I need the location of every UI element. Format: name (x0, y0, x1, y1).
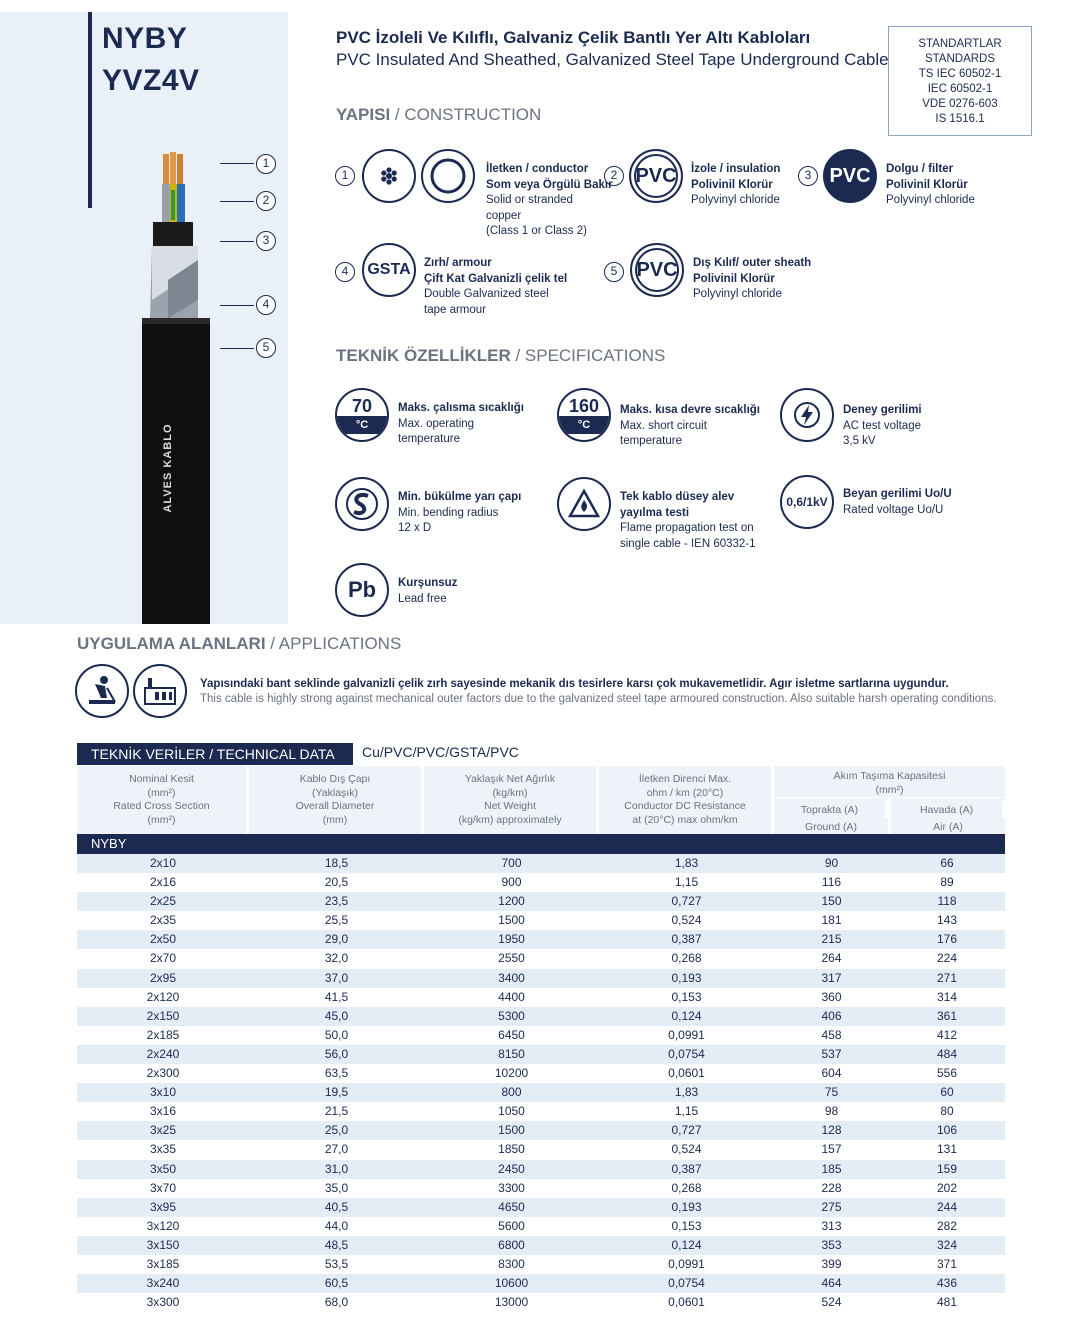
table-cell: 0,0754 (599, 1274, 774, 1293)
column-header-current-capacity: Akım Taşıma Kapasitesi (mm²) Toprakta (A) Ground (A) Havada (A) Air (A) (774, 766, 1005, 834)
construction-worker-icon (75, 664, 129, 718)
table-cell: 23,5 (249, 892, 424, 911)
table-cell: 0,268 (599, 1179, 774, 1198)
table-cell: 32,0 (249, 949, 424, 968)
table-cell: 0,153 (599, 988, 774, 1007)
table-cell: 6800 (424, 1236, 599, 1255)
table-cell: 5300 (424, 1007, 599, 1026)
industrial-building-icon (133, 664, 187, 718)
spec-short-circuit-temperature: Maks. kısa devre sıcaklığı Max. short circuit temperature (620, 404, 761, 447)
table-cell: 0,153 (599, 1217, 774, 1236)
table-cell: 224 (889, 949, 1005, 968)
table-cell: 1,83 (599, 1083, 774, 1102)
table-cell: 3x70 (77, 1179, 249, 1198)
table-cell: 1,15 (599, 1102, 774, 1121)
table-cell: 360 (774, 988, 889, 1007)
table-cell: 131 (889, 1140, 1005, 1159)
construction-item-2-text: İzole / insulation Polivinil Klorür Polyvinyl chloride (691, 163, 781, 206)
table-cell: 215 (774, 930, 889, 949)
table-cell: 244 (889, 1198, 1005, 1217)
callout-1: 1 (256, 154, 276, 174)
table-cell: 106 (889, 1121, 1005, 1140)
construction-item-4-text: Zırh/ armour Çift Kat Galvanizli çelik tel Double Galvanized steel tape armour (424, 257, 568, 316)
table-cell: 0,0991 (599, 1255, 774, 1274)
construction-num-5: 5 (604, 262, 624, 282)
table-cell: 118 (889, 892, 1005, 911)
table-cell: 458 (774, 1026, 889, 1045)
construction-item-1-text: İletken / conductor Som veya Örgülü Bakır Solid or stranded copper (Class 1 or Class 2) (486, 163, 613, 237)
construction-heading: YAPISI / CONSTRUCTION (336, 105, 542, 124)
table-row (77, 930, 1005, 949)
table-cell: 800 (424, 1083, 599, 1102)
applications-text-turkish: Yapısındaki bant seklinde galvanizli çelik zırh sayesinde mekanik dıs tesirlere karsı çok mukavemetlidir. Agır isletme sartlarına uygundur. (200, 678, 949, 690)
short-circuit-temperature-icon: 160 °C (557, 388, 611, 442)
table-cell: 406 (774, 1007, 889, 1026)
table-row (77, 1045, 1005, 1064)
table-cell: 1050 (424, 1102, 599, 1121)
column-header-resistance: İletken Direnci Max. ohm / km (20°C) Conductor DC Resistance at (20°C) max ohm/km (599, 766, 774, 834)
table-cell: 5600 (424, 1217, 599, 1236)
technical-data-header: TEKNİK VERİLER / TECHNICAL DATA (77, 743, 353, 765)
table-cell: 1,15 (599, 873, 774, 892)
table-cell: 317 (774, 969, 889, 988)
title-turkish: PVC İzoleli Ve Kılıflı, Galvaniz Çelik Bantlı Yer Altı Kabloları (336, 28, 811, 47)
table-row (77, 988, 1005, 1007)
table-cell: 264 (774, 949, 889, 968)
table-cell: 1200 (424, 892, 599, 911)
table-cell: 2x35 (77, 911, 249, 930)
table-cell: 202 (889, 1179, 1005, 1198)
standard-item: IEC 60502-1 (927, 83, 993, 95)
copper-tip-3 (177, 154, 183, 186)
table-cell: 1950 (424, 930, 599, 949)
table-cell: 3x35 (77, 1140, 249, 1159)
table-row (77, 1236, 1005, 1255)
gsta-armour-icon: GSTA (362, 243, 416, 297)
table-cell: 25,0 (249, 1121, 424, 1140)
table-cell: 3x95 (77, 1198, 249, 1217)
table-cell: 0,0601 (599, 1064, 774, 1083)
table-cell: 4400 (424, 988, 599, 1007)
table-cell: 75 (774, 1083, 889, 1102)
table-cell: 40,5 (249, 1198, 424, 1217)
table-group-nyby: NYBY (77, 834, 1005, 854)
spec-lead-free: Kurşunsuz Lead free (398, 577, 458, 605)
table-row (77, 911, 1005, 930)
construction-num-4: 4 (335, 262, 355, 282)
model-name-yvz4v: YVZ4V (102, 64, 200, 97)
lightning-voltage-icon (780, 388, 834, 442)
bending-radius-icon (335, 477, 389, 531)
table-cell: 399 (774, 1255, 889, 1274)
table-cell: 1500 (424, 911, 599, 930)
table-cell: 25,5 (249, 911, 424, 930)
applications-text-english: This cable is highly strong against mechanical outer factors due to the galvanized steel tape armoured construction. Also suitable harsh operating conditions. (200, 693, 997, 705)
applications-heading: UYGULAMA ALANLARI / APPLICATIONS (77, 634, 402, 653)
table-cell: 159 (889, 1160, 1005, 1179)
table-row (77, 873, 1005, 892)
standard-item: IS 1516.1 (935, 113, 985, 125)
table-cell: 4650 (424, 1198, 599, 1217)
core-grey (162, 184, 170, 224)
table-cell: 53,5 (249, 1255, 424, 1274)
core-blue (177, 184, 185, 224)
table-cell: 2x25 (77, 892, 249, 911)
table-cell: 313 (774, 1217, 889, 1236)
table-cell: 556 (889, 1064, 1005, 1083)
table-cell: 537 (774, 1045, 889, 1064)
table-cell: 2x50 (77, 930, 249, 949)
table-cell: 48,5 (249, 1236, 424, 1255)
table-cell: 0,193 (599, 1198, 774, 1217)
title-english: PVC Insulated And Sheathed, Galvanized Steel Tape Underground Cable (336, 50, 889, 69)
table-cell: 10600 (424, 1274, 599, 1293)
callout-4: 4 (256, 295, 276, 315)
table-cell: 481 (889, 1293, 1005, 1312)
table-cell: 484 (889, 1045, 1005, 1064)
table-cell: 13000 (424, 1293, 599, 1312)
table-cell: 0,387 (599, 930, 774, 949)
table-cell: 8300 (424, 1255, 599, 1274)
table-cell: 50,0 (249, 1026, 424, 1045)
table-row (77, 1217, 1005, 1236)
construction-num-3: 3 (798, 166, 818, 186)
table-cell: 31,0 (249, 1160, 424, 1179)
column-header-diameter: Kablo Dış Çapı (Yaklaşık) Overall Diameter (mm) (249, 766, 424, 834)
table-row (77, 1064, 1005, 1083)
table-cell: 41,5 (249, 988, 424, 1007)
standards-heading-en: STANDARDS (924, 53, 996, 65)
table-cell: 3x185 (77, 1255, 249, 1274)
table-cell: 353 (774, 1236, 889, 1255)
table-cell: 0,124 (599, 1236, 774, 1255)
cable-construction-code: Cu/PVC/PVC/GSTA/PVC (362, 744, 519, 760)
construction-item-5-text: Dış Kılıf/ outer sheath Polivinil Klorür Polyvinyl chloride (693, 257, 812, 300)
table-cell: 143 (889, 911, 1005, 930)
table-cell: 128 (774, 1121, 889, 1140)
column-header-weight: Yaklaşık Net Ağırlık (kg/km) Net Weight (kg/km) approximately (424, 766, 599, 834)
table-cell: 2x120 (77, 988, 249, 1007)
table-cell: 3300 (424, 1179, 599, 1198)
table-row (77, 1255, 1005, 1274)
table-cell: 35,0 (249, 1179, 424, 1198)
table-cell: 0,268 (599, 949, 774, 968)
table-cell: 0,727 (599, 892, 774, 911)
table-cell: 20,5 (249, 873, 424, 892)
column-header-air: Havada (A) Air (A) (891, 798, 1005, 834)
table-cell: 157 (774, 1140, 889, 1159)
table-cell: 1500 (424, 1121, 599, 1140)
table-cell: 37,0 (249, 969, 424, 988)
table-cell: 436 (889, 1274, 1005, 1293)
construction-num-2: 2 (604, 166, 624, 186)
table-cell: 271 (889, 969, 1005, 988)
title-accent-bar (88, 12, 92, 208)
model-name-nyby: NYBY (102, 22, 188, 55)
table-cell: 8150 (424, 1045, 599, 1064)
table-row (77, 1007, 1005, 1026)
table-cell: 10200 (424, 1064, 599, 1083)
standards-box (888, 26, 1032, 136)
table-row (77, 1121, 1005, 1140)
table-cell: 63,5 (249, 1064, 424, 1083)
table-cell: 2450 (424, 1160, 599, 1179)
table-cell: 2x10 (77, 854, 249, 873)
table-cell: 66 (889, 854, 1005, 873)
table-cell: 6450 (424, 1026, 599, 1045)
standard-item: TS IEC 60502-1 (918, 68, 1002, 80)
table-cell: 27,0 (249, 1140, 424, 1159)
table-cell: 464 (774, 1274, 889, 1293)
table-cell: 45,0 (249, 1007, 424, 1026)
table-cell: 80 (889, 1102, 1005, 1121)
table-cell: 90 (774, 854, 889, 873)
table-cell: 0,387 (599, 1160, 774, 1179)
operating-temperature-icon: 70 °C (335, 388, 389, 442)
rated-voltage-icon: 0,6/1kV (780, 475, 834, 529)
table-cell: 324 (889, 1236, 1005, 1255)
table-cell: 3x240 (77, 1274, 249, 1293)
pvc-insulation-icon: PVC (629, 149, 683, 203)
table-cell: 29,0 (249, 930, 424, 949)
copper-tip-2 (170, 152, 176, 184)
column-header-cross-section: Nominal Kesit (mm²) Rated Cross Section (mm²) (77, 766, 249, 834)
spec-ac-test-voltage: Deney gerilimi AC test voltage 3,5 kV (843, 404, 922, 447)
table-cell: 60,5 (249, 1274, 424, 1293)
table-cell: 3x120 (77, 1217, 249, 1236)
table-row (77, 1179, 1005, 1198)
conductor-stranded-icon (362, 149, 416, 203)
table-cell: 56,0 (249, 1045, 424, 1064)
table-cell: 361 (889, 1007, 1005, 1026)
table-cell: 0,727 (599, 1121, 774, 1140)
table-row (77, 1026, 1005, 1045)
table-cell: 412 (889, 1026, 1005, 1045)
table-cell: 116 (774, 873, 889, 892)
table-row (77, 854, 1005, 873)
table-cell: 524 (774, 1293, 889, 1312)
table-cell: 44,0 (249, 1217, 424, 1236)
spec-rated-voltage: Beyan gerilimi Uo/U Rated voltage Uo/U (843, 488, 952, 516)
table-cell: 2x300 (77, 1064, 249, 1083)
table-cell: 98 (774, 1102, 889, 1121)
cable-brand-print: ALVES KABLO (162, 423, 174, 513)
table-row (77, 1102, 1005, 1121)
table-cell: 3x150 (77, 1236, 249, 1255)
table-cell: 604 (774, 1064, 889, 1083)
table-cell: 700 (424, 854, 599, 873)
table-cell: 0,524 (599, 911, 774, 930)
table-cell: 185 (774, 1160, 889, 1179)
construction-num-1: 1 (335, 166, 355, 186)
table-cell: 275 (774, 1198, 889, 1217)
table-cell: 19,5 (249, 1083, 424, 1102)
table-cell: 2550 (424, 949, 599, 968)
table-cell: 371 (889, 1255, 1005, 1274)
table-cell: 3x25 (77, 1121, 249, 1140)
spec-operating-temperature: Maks. çalısma sıcaklığı Max. operating temperature (398, 402, 524, 445)
table-cell: 3x16 (77, 1102, 249, 1121)
table-row (77, 892, 1005, 911)
table-cell: 1,83 (599, 854, 774, 873)
table-cell: 0,524 (599, 1140, 774, 1159)
table-cell: 282 (889, 1217, 1005, 1236)
table-row (77, 1293, 1005, 1312)
table-row (77, 1160, 1005, 1179)
table-cell: 0,0601 (599, 1293, 774, 1312)
table-cell: 2x95 (77, 969, 249, 988)
table-cell: 150 (774, 892, 889, 911)
table-cell: 21,5 (249, 1102, 424, 1121)
standards-heading-tr: STANDARTLAR (918, 38, 1002, 50)
column-header-ground: Toprakta (A) Ground (A) (774, 798, 891, 834)
technical-data-table (77, 766, 1005, 1312)
table-cell: 2x240 (77, 1045, 249, 1064)
table-cell: 314 (889, 988, 1005, 1007)
table-cell: 2x16 (77, 873, 249, 892)
flame-warning-icon (557, 477, 611, 531)
table-row (77, 1140, 1005, 1159)
callout-5: 5 (256, 338, 276, 358)
table-cell: 0,193 (599, 969, 774, 988)
table-cell: 3x10 (77, 1083, 249, 1102)
table-cell: 0,0754 (599, 1045, 774, 1064)
table-row (77, 949, 1005, 968)
filler-layer (153, 222, 193, 248)
table-row (77, 1198, 1005, 1217)
table-cell: 176 (889, 930, 1005, 949)
table-cell: 2x185 (77, 1026, 249, 1045)
conductor-solid-icon (421, 149, 475, 203)
callout-3: 3 (256, 231, 276, 251)
spec-flame-propagation: Tek kablo düsey alev yayılma testi Flame propagation test on single cable - IEN 60332-1 (620, 491, 756, 550)
table-cell: 3400 (424, 969, 599, 988)
table-cell: 0,124 (599, 1007, 774, 1026)
callout-2: 2 (256, 191, 276, 211)
table-cell: 1850 (424, 1140, 599, 1159)
pvc-filler-icon: PVC (823, 149, 877, 203)
table-row (77, 1083, 1005, 1102)
table-cell: 68,0 (249, 1293, 424, 1312)
pvc-sheath-icon: PVC (630, 243, 684, 297)
standard-item: VDE 0276-603 (922, 98, 998, 110)
table-cell: 2x150 (77, 1007, 249, 1026)
table-cell: 181 (774, 911, 889, 930)
copper-tip-1 (163, 154, 169, 186)
outer-sheath (142, 318, 210, 624)
table-cell: 18,5 (249, 854, 424, 873)
table-cell: 3x300 (77, 1293, 249, 1312)
construction-item-3-text: Dolgu / filter Polivinil Klorür Polyvinyl chloride (886, 163, 975, 206)
table-cell: 3x50 (77, 1160, 249, 1179)
specifications-heading: TEKNİK ÖZELLİKLER / SPECIFICATIONS (336, 346, 666, 365)
cable-cross-section-illustration (120, 150, 220, 624)
table-row (77, 1274, 1005, 1293)
table-cell: 0,0991 (599, 1026, 774, 1045)
table-cell: 60 (889, 1083, 1005, 1102)
spec-bending-radius: Min. bükülme yarı çapı Min. bending radius 12 x D (398, 491, 522, 534)
table-cell: 89 (889, 873, 1005, 892)
table-row (77, 969, 1005, 988)
table-cell: 228 (774, 1179, 889, 1198)
table-cell: 900 (424, 873, 599, 892)
table-cell: 2x70 (77, 949, 249, 968)
lead-free-icon: Pb (335, 563, 389, 617)
